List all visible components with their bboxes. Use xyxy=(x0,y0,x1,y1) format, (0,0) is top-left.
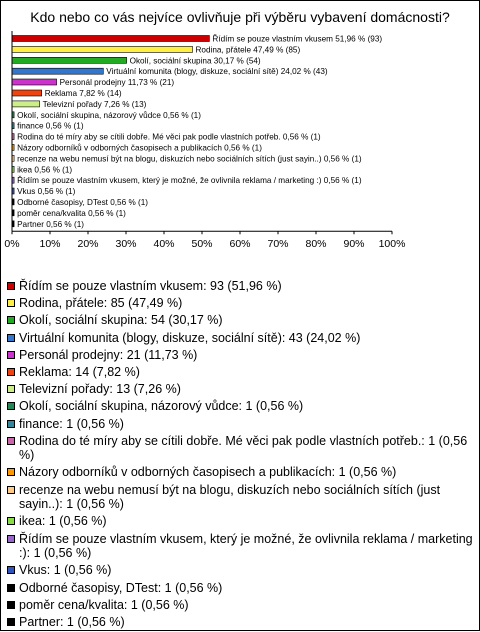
bar-7 xyxy=(12,101,40,107)
bar-label-1: Řídím se pouze vlastním vkusem 51,96 % (93) xyxy=(212,34,383,44)
x-tick-label-10: 100% xyxy=(378,238,406,251)
legend-swatch-2 xyxy=(7,299,15,307)
legend-label-5: Personál prodejny: 21 (11,73 %) xyxy=(19,347,198,362)
legend-label-13: ikea: 1 (0,56 %) xyxy=(19,514,107,529)
x-tick-label-7: 70% xyxy=(267,238,289,251)
legend-item-4 xyxy=(7,331,475,346)
legend-label-17: poměr cena/kvalita: 1 (0,56 %) xyxy=(19,597,189,612)
bar-label-10: Rodina do té míry aby se cítili dobře. Mé věci pak podle vlastních potřeb. 0,56 % (1) xyxy=(17,132,321,142)
bar-6 xyxy=(12,90,42,96)
x-tick-label-4: 40% xyxy=(153,238,175,251)
legend-swatch-8 xyxy=(7,402,15,410)
legend-swatch-17 xyxy=(7,601,15,609)
bar-label-6: Reklama 7,82 % (14) xyxy=(44,89,122,98)
legend-swatch-15 xyxy=(7,566,15,574)
legend-swatch-13 xyxy=(7,517,15,525)
bar-4 xyxy=(12,68,103,74)
x-tick-label-8: 80% xyxy=(305,238,327,251)
bar-5 xyxy=(12,79,57,85)
legend-swatch-14 xyxy=(7,535,15,543)
legend-label-1: Řídím se pouze vlastním vkusem: 93 (51,96 %) xyxy=(19,279,282,293)
bar-label-4: Virtuální komunita (blogy, diskuze, sociální sítě) 24,02 % (43) xyxy=(106,67,328,77)
legend-item-18 xyxy=(7,615,475,630)
legend-label-15: Vkus: 1 (0,56 %) xyxy=(19,563,112,578)
legend-label-11: Názory odborníků v odborných časopisech a publikacích: 1 (0,56 %) xyxy=(19,465,397,480)
bar-label-13: ikea 0,56 % (1) xyxy=(17,165,73,175)
legend-item-2 xyxy=(7,296,475,311)
bar-chart-plot xyxy=(1,1,479,276)
legend-swatch-9 xyxy=(7,420,15,428)
bar-label-15: Vkus 0,56 % (1) xyxy=(17,187,76,196)
bar-3 xyxy=(12,57,127,63)
legend-label-4: Virtuální komunita (blogy, diskuze, sociální sítě): 43 (24,02 %) xyxy=(19,330,361,345)
legend-label-18: Partner: 1 (0,56 %) xyxy=(19,614,125,629)
bar-label-8: Okolí, sociální skupina, názorový vůdce 0,56 % (1) xyxy=(17,110,201,120)
legend-swatch-10 xyxy=(7,437,15,445)
legend-swatch-3 xyxy=(7,316,15,324)
x-tick-label-5: 50% xyxy=(191,238,213,251)
legend-item-15 xyxy=(7,563,475,578)
bar-label-14: Řídím se pouze vlastním vkusem, který je možné, že ovlivnila reklama / marketing :) 0,56 % (1) xyxy=(17,176,362,186)
legend-swatch-18 xyxy=(7,618,15,626)
legend-label-3: Okolí, sociální skupina: 54 (30,17 %) xyxy=(19,313,223,328)
legend-item-14 xyxy=(7,532,475,561)
bar-label-2: Rodina, přátele 47,49 % (85) xyxy=(195,45,301,55)
legend-label-16: Odborné časopisy, DTest: 1 (0,56 %) xyxy=(19,580,223,595)
chart-title: Kdo nebo co vás nejvíce ovlivňuje při výběru vybavení domácnosti? xyxy=(30,9,450,25)
bar-label-3: Okolí, sociální skupina 30,17 % (54) xyxy=(129,56,261,66)
x-tick-label-0: 0% xyxy=(4,238,20,251)
bar-label-12: recenze na webu nemusí být na blogu, diskuzích nebo sociálních sítích (just sayin..) 0,56 % (1) xyxy=(17,154,362,164)
bar-label-11: Názory odborníků v odborných časopisech a publikacích 0,56 % (1) xyxy=(17,143,262,153)
legend-label-7: Televizní pořady: 13 (7,26 %) xyxy=(19,382,181,397)
legend-item-11 xyxy=(7,465,475,480)
legend-swatch-16 xyxy=(7,584,15,592)
legend-item-10 xyxy=(7,434,475,463)
bar-2 xyxy=(12,46,193,52)
legend-label-2: Rodina, přátele: 85 (47,49 %) xyxy=(19,296,183,311)
bar-label-5: Personál prodejny 11,73 % (21) xyxy=(59,78,175,87)
bar-1 xyxy=(12,36,209,42)
bar-label-16: Odborné časopisy, DTest 0,56 % (1) xyxy=(17,197,149,207)
legend-swatch-12 xyxy=(7,486,15,494)
chart-legend xyxy=(7,279,475,632)
legend-item-12 xyxy=(7,483,475,512)
legend-item-3 xyxy=(7,313,475,328)
legend-item-7 xyxy=(7,382,475,397)
legend-swatch-6 xyxy=(7,368,15,376)
x-tick-label-9: 90% xyxy=(343,238,365,251)
legend-item-5 xyxy=(7,348,475,363)
legend-label-9: finance: 1 (0,56 %) xyxy=(19,416,124,431)
legend-swatch-1 xyxy=(7,282,15,290)
legend-item-9 xyxy=(7,417,475,432)
x-tick-label-2: 20% xyxy=(77,238,99,251)
legend-label-12: recenze na webu nemusí být na blogu, diskuzích nebo sociálních sítích (just sayin..): 1 (0,56 %) xyxy=(19,482,441,512)
legend-label-14: Řídím se pouze vlastním vkusem, který je možné, že ovlivnila reklama / marketing :): 1 (0,56 %) xyxy=(19,531,473,561)
bar-label-17: poměr cena/kvalita 0,56 % (1) xyxy=(17,208,126,218)
legend-item-8 xyxy=(7,399,475,414)
legend-item-16 xyxy=(7,581,475,596)
legend-item-6 xyxy=(7,365,475,380)
legend-swatch-11 xyxy=(7,468,15,476)
legend-label-6: Reklama: 14 (7,82 %) xyxy=(19,364,140,379)
x-tick-label-3: 30% xyxy=(115,238,137,251)
x-tick-label-6: 60% xyxy=(229,238,251,251)
legend-swatch-5 xyxy=(7,351,15,359)
legend-swatch-7 xyxy=(7,385,15,393)
legend-item-17 xyxy=(7,598,475,613)
bar-label-18: Partner 0,56 % (1) xyxy=(17,219,85,229)
legend-item-13 xyxy=(7,514,475,529)
legend-swatch-4 xyxy=(7,334,15,342)
legend-label-8: Okolí, sociální skupina, názorový vůdce: 1 (0,56 %) xyxy=(19,399,304,414)
bar-label-7: Televizní pořady 7,26 % (13) xyxy=(42,99,147,109)
bar-label-9: finance 0,56 % (1) xyxy=(17,121,84,131)
legend-item-1 xyxy=(7,279,475,294)
x-tick-label-1: 10% xyxy=(39,238,61,251)
legend-label-10: Rodina do té míry aby se cítili dobře. Mé věci pak podle vlastních potřeb.: 1 (0,56 %) xyxy=(19,433,468,463)
